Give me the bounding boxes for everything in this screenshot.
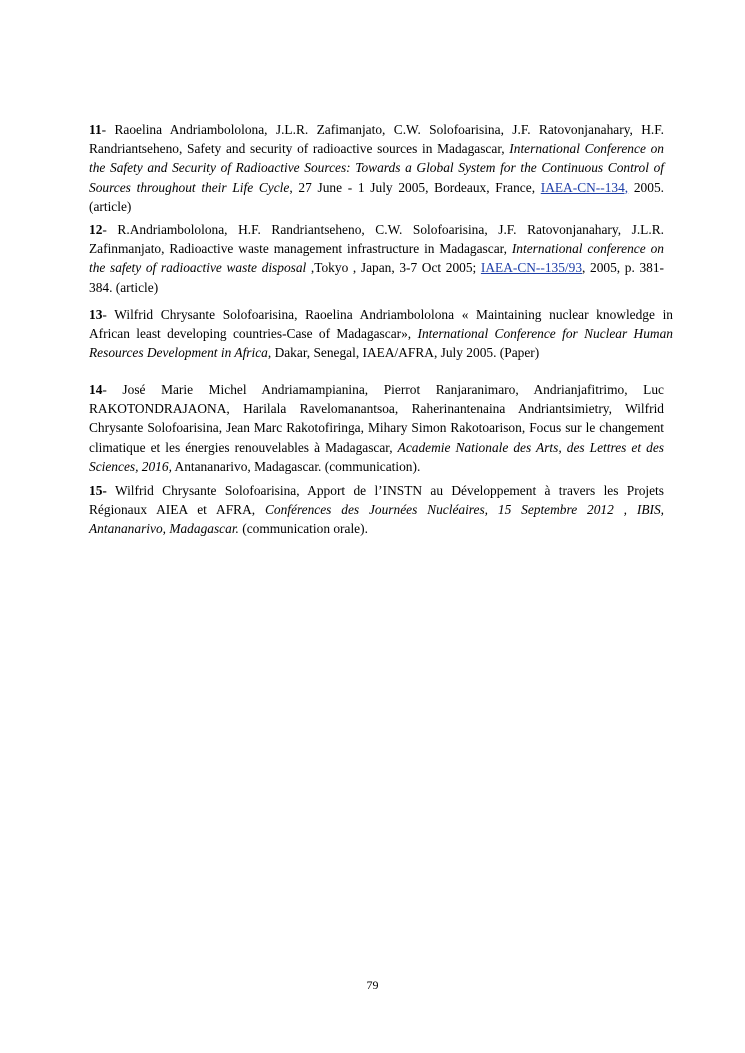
reference-venue: International conference on the safety of radioactive waste disposal — [89, 241, 664, 276]
reference-tail: , 2005, p. 381-384. (article) — [89, 260, 664, 295]
reference-authors: - Wilfrid Chrysante Solofoarisina, Raoelina Andriambololona « Maintaining nuclear knowledge in African least developing countries-Case of Madagascar», — [89, 307, 673, 342]
reference-number: 14 — [89, 382, 103, 397]
reference-number: 13 — [89, 307, 103, 322]
reference-15 — [89, 481, 664, 539]
reference-13 — [89, 305, 673, 363]
reference-details: Antananarivo, Madagascar. (communication). — [171, 458, 421, 474]
reference-authors: Wilfrid Chrysante Solofoarisina, Apport de l’INSTN au Développement à travers les Projets Régionaux AIEA et AFRA, — [89, 483, 664, 518]
reference-authors: - R.Andriambololona, H.F. Randriantseheno, C.W. Solofoarisina, J.F. Ratovonjanahary, J.L.R. Zafinmanjato, Radioactive waste management infrastructure in Madagascar, — [89, 222, 664, 257]
reference-link[interactable]: IAEA-CN--134, — [540, 179, 629, 195]
page-number: 79 — [366, 978, 379, 992]
reference-details: , 27 June - 1 July 2005, Bordeaux, France, — [289, 179, 541, 195]
reference-link[interactable]: IAEA-CN--135/93 — [480, 260, 583, 276]
reference-venue: International Conference for Nuclear Human Resources Development in Africa — [89, 326, 673, 361]
reference-details: ,Tokyo , Japan, 3-7 Oct 2005; — [306, 260, 481, 276]
reference-venue: Academie Nationale des Arts, des Lettres et des Sciences, 2016, — [89, 439, 664, 474]
reference-venue: International Conference on the Safety and Security of Radioactive Sources: Towards a Global System for the Continuous Control of Sources throughout their Life Cycle — [89, 141, 664, 195]
reference-14 — [89, 380, 664, 476]
reference-12 — [89, 220, 664, 297]
reference-tail: 2005.(article) — [89, 179, 664, 214]
reference-details: (communication orale). — [238, 521, 368, 537]
reference-number: 15- — [89, 483, 107, 498]
reference-venue: Conférences des Journées Nucléaires, 15 Septembre 2012 , IBIS, Antananarivo, Madagascar. — [89, 502, 664, 537]
reference-number: 11 — [89, 122, 102, 137]
reference-details: , Dakar, Senegal, IAEA/AFRA, July 2005. (Paper) — [267, 345, 540, 361]
reference-authors: - Raoelina Andriambololona, J.L.R. Zafimanjato, C.W. Solofoarisina, J.F. Ratovonjanahary, H.F. Randriantseheno, Safety and security of radioactive sources in Madagascar, — [89, 122, 664, 157]
reference-number: 12 — [89, 222, 103, 237]
reference-11 — [89, 120, 664, 216]
reference-authors: - José Marie Michel Andriamampianina, Pierrot Ranjaranimaro, Andrianjafitrimo, Luc RAKOTONDRAJAONA, Harilala Ravelomanantsoa, Raherinantenaina Andriantsimietry, Wilfrid Chrysante Solofoarisina, Jean Marc Rakotofiringa, Mihary Simon Rakotoarison, Focus sur le changement climatique et les énergies renouvelables à Madagascar, — [89, 382, 664, 455]
